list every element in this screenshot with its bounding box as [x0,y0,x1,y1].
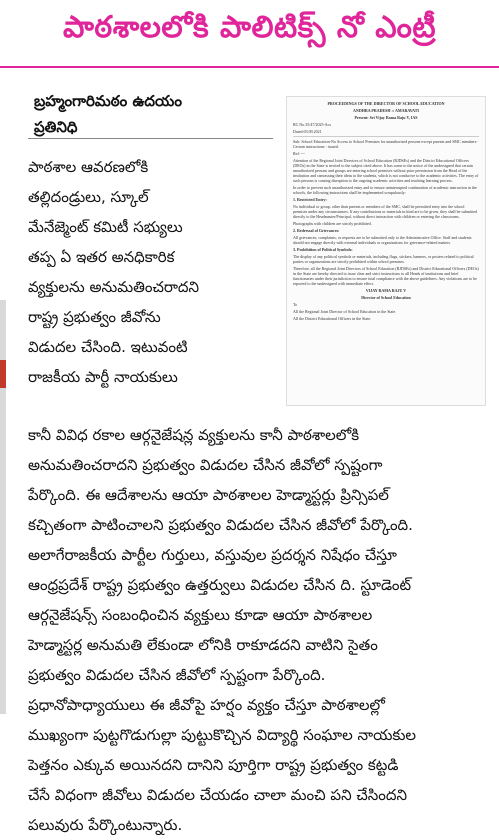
text-line: అలాగేరాజకీయ పార్టీల గుర్తులు, వస్తువుల ప్రదర్శన నిషేధం చేస్తూ [28,546,397,564]
doc-signature: VIJAY RAMA RAJU V [365,288,407,293]
doc-dated: Dated:03.09.2021 [293,129,322,134]
text-line: పలువురు పేర్కొంటున్నారు. [28,816,183,834]
doc-section-title: 2. Redressal of Grievances: [293,228,340,233]
doc-ref: Ref: --- [293,151,305,156]
doc-rule [293,136,479,137]
text-line: కచ్చితంగా పాటించాలని ప్రభుత్వం విడుదల చేసిన జీవోలో పేర్కొంది. [28,516,413,534]
byline [34,88,264,140]
doc-signature-title: Director of School Education [361,295,411,300]
doc-to: To [293,302,298,307]
text-line: విడుదల చేసింది. ఇటువంటి [28,338,188,356]
text-line: రాజకీయ పార్టీ నాయకులు [28,368,178,386]
article-headline: పాఠశాలలోకి పాలిటిక్స్ నో ఎంట్రీ [62,10,437,45]
doc-subject: Sub: School Education-No Access to School Premises for unauthorized persons except parents and SMC members-Certain instructions - issued. [293,139,478,149]
doc-rc: RC.No.35/47/2025-Acs [293,122,331,127]
text-line: చేసే విధంగా జీవోలు విడుదల చేయడం చాలా మంచి పని చేసిందని [28,786,408,804]
doc-section-title: 1. Restricted Entry: [293,197,327,202]
text-line: ప్రభుత్వం విడుదల చేసిన జీవోలో స్పష్టంగా పేర్కొంది. [28,666,326,684]
text-line: ఆర్గనైజేషన్స్ సంబంధించిన వ్యక్తులు కూడా ఆయా పాఠశాలల [28,606,373,624]
text-line: కానీ వివిధ రకాల ఆర్గనైజేషన్ల వ్యక్తులను కానీ పాఠశాలలోకి [28,426,360,444]
doc-title: PROCEEDINGS OF THE DIRECTOR OF SCHOOL EDUCATION [327,101,445,106]
page-edge-strip [0,300,6,714]
doc-present: Present: Sri Vijay Rama Raju V, IAS [354,115,418,120]
text-line: మేనేజ్మెంట్ కమిటీ సభ్యులు [28,218,183,236]
article-column-text [28,152,273,392]
doc-closing: Therefore, all the Regional Joint Directors of School Education (RJDSEs) and District Educational Officers (DEOs) in the State are hereby directed to issue clear and strict instructions to all Heads of institutions and brief functionaries under their jurisdiction to ensure total compliance with the above guidelines. Any violations are to be reported to the undersigned with immediate effect. [293,266,479,286]
doc-section-text: The display of any political symbols or materials, including flags, stickers, banners, or posters related to political parties or organizations are strictly prohibited within school premises. [293,254,474,264]
text-line: ఆంధ్రప్రదేశ్ రాష్ట్ర ప్రభుత్వం ఉత్తర్వులు విడుదల చేసిన ది. స్టూడెంట్ [28,576,412,594]
doc-to-line: All the Regional Joint Director of School Education in the State. [293,309,397,314]
text-line: రాష్ట్ర ప్రభుత్వం జీవోను [28,308,161,326]
headline-divider [0,66,499,68]
doc-section-text: All grievances, complaints, or requests are to be submitted only to the Administrative Office. Staff and students should not engage directly with external individuals or organizations for grievance-related matters. [293,235,472,245]
government-order-image [286,96,486,406]
article-body-text [28,420,490,840]
text-line: హెడ్మాస్టర్ల అనుమతి లేకుండా లోనికి రాకూడదని వాటిని సైతం [28,636,378,654]
text-line: ముఖ్యంగా పుట్టగొడుగుల్లా పుట్టుకొచ్చిన విద్యార్థి సంఘాల నాయకుల [28,726,417,744]
doc-section-note: Photographs with children are strictly prohibited. [293,221,372,226]
text-line: పేర్కొంది. ఈ ఆదేశాలను ఆయా పాఠశాలల హెడ్మాస్టర్లు ప్రిన్సిపల్ [28,486,389,504]
text-line: తల్లిదండ్రులు, స్కూల్ [28,188,149,206]
doc-section-title: 3. Prohibition of Political Symbols: [293,247,353,252]
text-line: పెత్తనం ఎక్కువ అయినదని దానిని పూర్తిగా రాష్ట్ర ప్రభుత్వం కట్టడి [28,756,399,774]
byline-reporter: ప్రతినిధి [34,118,78,136]
doc-section-text: No individual or group, other than parents or members of the SMC, shall be permitted entry into the school premises under any circumstances. If any contributions or materials in kind are to be given, they shall be submitted directly to the Headmaster/Principal, without direct interaction with children or entering the classrooms. [293,204,478,219]
doc-to-line: All the District Educational Officers in the State. [293,316,372,321]
byline-location: బ్రహ్మంగారిమఠం ఉదయం [34,92,182,110]
text-line: అనుమతించరాదని ప్రభుత్వం విడుదల చేసిన జీవోలో స్పష్టంగా [28,456,383,474]
text-line: ప్రధానోపాధ్యాయులు ఈ జీవోపై హర్షం వ్యక్తం చేస్తూ పాఠశాలల్లో [28,696,385,714]
doc-body: Attention of the Regional Joint Directors of School Education (RJDSEs) and the District Educational Officers (DEOs) in the State is invited to the subject cited above. It has come to the notice of the undersigned that certain unauthorized persons and groups are entering school premises without prior permission from the Head of the institution and canvassing their ideas to the students, which is not conducive to the academic activities. The entry of such persons is causing disruption to the ongoing academic activities and teaching learning process. [293,158,479,183]
doc-state: ANDHRA PRADESH :: AMARAVATI [353,108,419,113]
text-line: వ్యక్తులను అనుమతించరాదని [28,278,200,296]
text-line: పాఠశాల ఆవరణలోకి [28,158,149,176]
doc-body: In order to prevent such unauthorized entry and to ensure uninterrupted continuation of academic instruction in the schools, the following instructions shall be implemented scrupulously: [293,185,477,195]
byline-separator [28,138,273,139]
text-line: తప్ప ఏ ఇతర అనధికారిక [28,248,175,266]
page-edge-mark [0,360,6,388]
